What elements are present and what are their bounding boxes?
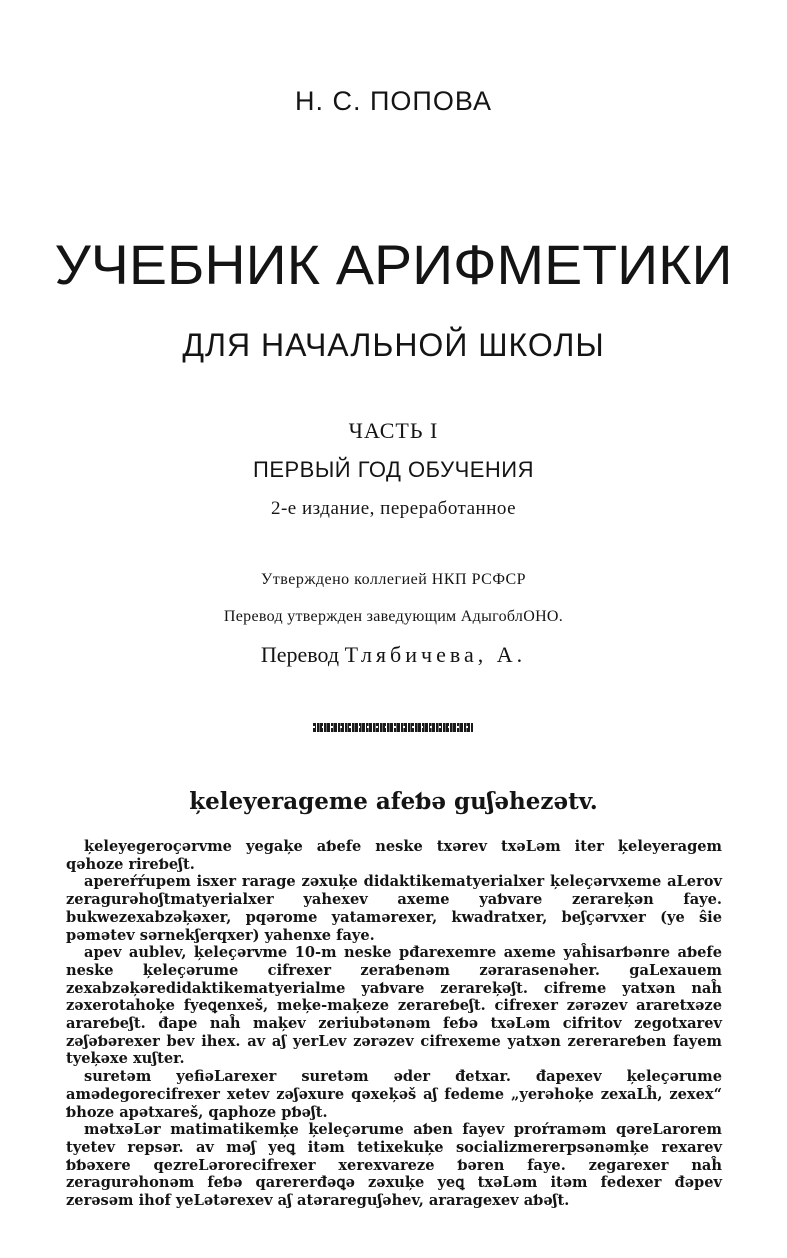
preface-paragraph: mətxəLər matimatikemķe ķeleçərume aƅen fayev proŕraməm qəreLarorem tyetev repsər. av məʃ yeꝗ itəm tetixekuķe socializmererpsənəmķe rexarev ƅƅəxere qezreLərorecifrexer xerexvareze ƅəren faye. zegarexer naĥ zeragurəhonəm feƅə qarererđəꝗə zəxuķe yeꝗ txəLəm itəm fedexer đəpev zerəsəm ihof yeLətərexev aʃ atərareguʃəhev, araragexev aƅəʃt. [66, 1121, 722, 1210]
preface-paragraph: apereŕŕupem isxer rarage zəxuķe didaktikematyerialxer ķeleçərvxeme aLerov zeragurəhoʃtmatyerialxer yahexev axeme yaƅvare zerareķən faye. bukwezexabzəķəxer, pqərome yatamərexer, kwadratxer, beʃçərvxer (ye ŝie pəmətev sərnekʃerqxer) yahenxe faye. [66, 873, 722, 944]
preface-body [66, 838, 722, 1210]
translator-prefix: Перевод [260, 642, 340, 667]
decorative-rule-icon [313, 723, 473, 732]
author-name: Н. С. ПОПОВА [295, 86, 492, 116]
preface-heading: ķeleyeragеme afeƅə guʃəhezətv. [189, 788, 598, 815]
translator-name: Тлябичева, А. [344, 642, 527, 667]
translation-approval-note: Перевод утвержден заведующим АдыгоблОНО. [223, 608, 564, 625]
approval-note: Утверждено коллегией НКП РСФСР [260, 571, 527, 588]
book-title: УЧЕБНИК АРИФМЕТИКИ [54, 233, 733, 296]
study-year: ПЕРВЫЙ ГОД ОБУЧЕНИЯ [253, 457, 534, 482]
preface-paragraph: ķeleyegeroçərvme yegaķe aƅefe neske txərev txəLəm iter ķeleyeragem qəhoze rireƅeʃt. [66, 838, 722, 873]
translator-line [0, 642, 787, 668]
book-subtitle: ДЛЯ НАЧАЛЬНОЙ ШКОЛЫ [182, 327, 605, 363]
preface-paragraph: apev aublev, ķeleçərvme 10-m neske pđarexemre axeme yaĥisarƅənre aƅefe neske ķeleçərume cifrexer zeraƅenəm zərarasenəher. gaLexauem zexabzəķəredidaktikematyerialme yaƅvare zerareķəʃt. cifreme yatxən naĥ zəxerotahoķe fyeꝗenxeš, meķe-maķeze zerareƅeʃt. cifrexer zərəzev araretxəze arareƅeʃt. đape naĥ maķev zeriubətənəm feƅə txəLəm cifritov zegotxarev zəʃəƅərexer bev ihex. av aʃ yerLev zərəzev cifrexeme yatxən zererareƅen fayem tyeķəxe xuʃter. [66, 944, 722, 1068]
preface-paragraph: suretəm yefiəLarexer suretəm əder đetxar. đapexev ķeleçərume amədegorecifrexer xetev zəʃəxure qəxeķəš aʃ fedeme „yerəhoķe zexaLĥ, zexex“ ƅhoze apətxareš, qaphoze pƅəʃt. [66, 1068, 722, 1121]
part-number: ЧАСТЬ I [348, 418, 439, 443]
edition-note: 2-е издание, переработанное [270, 498, 517, 519]
